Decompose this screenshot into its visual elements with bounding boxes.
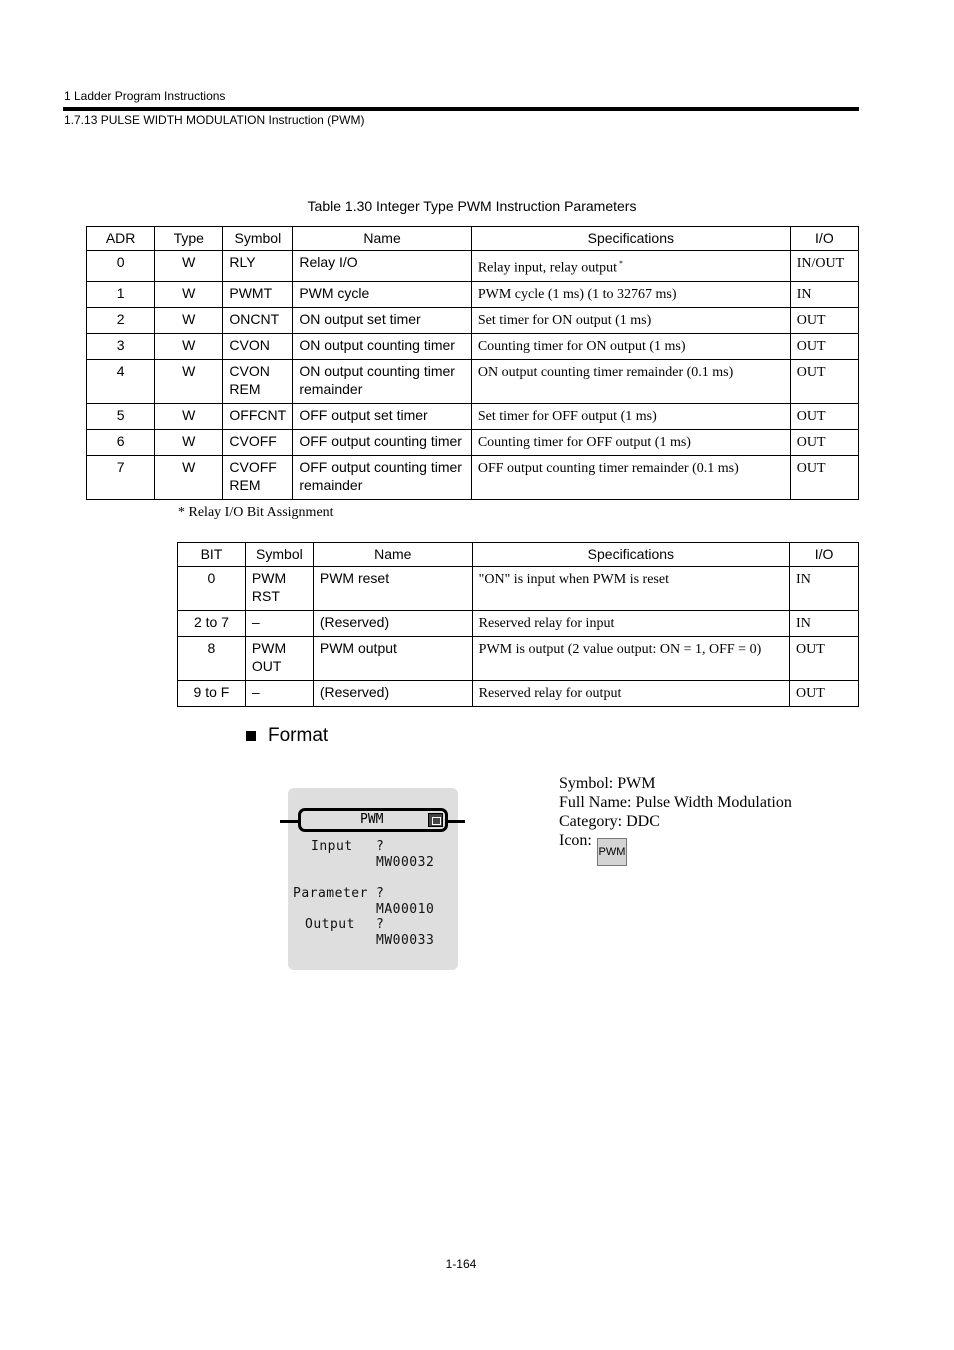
table-cell: [471, 333, 790, 359]
table-cell: [223, 359, 293, 403]
relay-bit-table: [177, 542, 859, 707]
table-cell: [155, 359, 223, 403]
table-cell: [223, 251, 293, 282]
cell-text: ON output set timer: [299, 310, 421, 327]
table-cell: [313, 681, 472, 707]
footnote-mark: *: [617, 259, 624, 268]
table-row: [87, 333, 859, 359]
cell-text: W: [182, 336, 196, 353]
table-row: [87, 403, 859, 429]
table-cell: [471, 251, 790, 282]
parameter-register[interactable]: MA00010: [376, 902, 435, 917]
cell-text: Relay input, relay output: [477, 260, 618, 276]
table-cell: [87, 281, 155, 307]
cell-text: REM: [229, 380, 261, 397]
cell-text: PWM output: [319, 640, 397, 656]
cell-text: (Reserved): [319, 684, 390, 700]
table-cell: [223, 333, 293, 359]
cell-text: OUT: [251, 658, 282, 674]
cell-text: PWM cycle: [299, 284, 370, 301]
col-header: Type: [155, 227, 223, 251]
table-row: [87, 429, 859, 455]
table-cell: [790, 567, 859, 611]
cell-text: OUT: [796, 364, 826, 380]
table-cell: [471, 403, 790, 429]
cell-text: 6: [116, 432, 125, 449]
cell-text: ONCNT: [229, 310, 280, 327]
cell-text: OFF output counting timer: [299, 432, 462, 449]
table-cell: [472, 637, 789, 681]
table-cell: [790, 333, 858, 359]
table-cell: [293, 403, 472, 429]
cell-text: W: [182, 458, 196, 475]
table-cell: [245, 611, 313, 637]
cell-text: CVON: [229, 336, 270, 353]
col-header: I/O: [790, 227, 858, 251]
table-row: [87, 359, 859, 403]
table-row: [178, 681, 859, 707]
cell-text: Relay I/O: [299, 254, 358, 270]
cell-text: Set timer for ON output (1 ms): [477, 312, 652, 328]
table-cell: [790, 359, 858, 403]
parameter-label: Parameter: [293, 886, 368, 901]
cell-text: –: [251, 684, 260, 700]
cell-text: OUT: [796, 434, 826, 450]
cell-text: 5: [116, 406, 125, 423]
info-category: Category: DDC: [559, 813, 660, 830]
table-cell: [87, 333, 155, 359]
cell-text: 0: [207, 570, 216, 586]
cell-text: PWM cycle (1 ms) (1 to 32767 ms): [477, 286, 677, 302]
table-cell: [790, 307, 858, 333]
cell-text: W: [182, 406, 196, 423]
col-header: I/O: [790, 543, 859, 567]
cell-text: PWM is output (2 value output: ON = 1, OFF = 0): [478, 642, 762, 657]
chapter-header: 1 Ladder Program Instructions: [64, 89, 226, 103]
section-header: 1.7.13 PULSE WIDTH MODULATION Instruction (PWM): [64, 113, 365, 127]
cell-text: OUT: [796, 312, 826, 328]
table-cell: [471, 429, 790, 455]
table-header-row: [87, 227, 859, 251]
table-row: [87, 307, 859, 333]
col-header: Symbol: [223, 227, 293, 251]
square-bullet-icon: [246, 731, 256, 741]
cell-text: PWM: [251, 570, 287, 586]
table-cell: [178, 567, 246, 611]
cell-text: OFF output set timer: [299, 406, 428, 423]
table-cell: [471, 281, 790, 307]
table-cell: [790, 611, 859, 637]
output-register[interactable]: MW00033: [376, 933, 435, 948]
cell-text: W: [182, 362, 196, 379]
table-cell: [471, 307, 790, 333]
table-cell: [293, 251, 472, 282]
cell-text: IN: [796, 572, 811, 587]
table-cell: [245, 567, 313, 611]
cell-text: W: [182, 310, 196, 327]
cell-text: OUT: [796, 338, 826, 354]
cell-text: RLY: [229, 254, 256, 270]
table-cell: [313, 637, 472, 681]
cell-text: 1: [116, 284, 125, 301]
table-cell: [87, 251, 155, 282]
table-cell: [472, 611, 789, 637]
table-cell: [790, 429, 858, 455]
table-cell: [87, 403, 155, 429]
table-row: [178, 611, 859, 637]
cell-text: OUT: [796, 686, 825, 701]
table-cell: [293, 455, 472, 499]
table-cell: [87, 359, 155, 403]
cell-text: CVON: [229, 362, 270, 379]
table-cell: [472, 681, 789, 707]
table-cell: [87, 455, 155, 499]
table-cell: [790, 637, 859, 681]
pwm-icon[interactable]: PWM: [597, 838, 627, 866]
table-cell: [178, 611, 246, 637]
cell-text: PWMT: [229, 284, 273, 301]
table-cell: [790, 251, 858, 282]
block-left-wire: [280, 820, 299, 823]
cell-text: W: [182, 432, 196, 449]
table-cell: [245, 681, 313, 707]
table-cell: [223, 281, 293, 307]
cell-text: OUT: [796, 642, 825, 657]
table-cell: [155, 333, 223, 359]
header-rule: [63, 107, 859, 111]
table-cell: [790, 455, 858, 499]
cell-text: IN/OUT: [796, 256, 845, 271]
table-cell: [293, 359, 472, 403]
cell-text: 2: [116, 310, 125, 327]
instruction-info: [559, 774, 792, 850]
cell-text: 2 to 7: [193, 614, 229, 630]
cell-text: 7: [116, 458, 125, 475]
cell-text: ON output counting timer remainder (0.1 ms): [477, 364, 734, 380]
cell-text: 9 to F: [193, 684, 230, 700]
parameter-placeholder: ?: [376, 886, 385, 901]
table-cell: [155, 281, 223, 307]
table-cell: [87, 429, 155, 455]
table-cell: [223, 403, 293, 429]
table-cell: [293, 281, 472, 307]
table-cell: [790, 281, 858, 307]
cell-text: PWM reset: [319, 570, 390, 586]
cell-text: ON output counting timer: [299, 336, 455, 353]
cell-text: CVOFF: [229, 432, 277, 449]
col-header: Specifications: [471, 227, 790, 251]
cell-text: (Reserved): [319, 614, 390, 630]
cell-text: W: [182, 254, 196, 270]
cell-text: W: [182, 284, 196, 301]
input-placeholder: ?: [376, 839, 385, 854]
table-cell: [245, 637, 313, 681]
cell-text: OFFCNT: [229, 406, 287, 423]
table-cell: [293, 333, 472, 359]
cell-text: Set timer for OFF output (1 ms): [477, 408, 657, 424]
table-cell: [471, 455, 790, 499]
cell-text: Reserved relay for output: [478, 686, 622, 701]
table-cell: [155, 429, 223, 455]
col-header: Name: [293, 227, 472, 251]
table-cell: [223, 307, 293, 333]
table-cell: [313, 611, 472, 637]
table-cell: [293, 429, 472, 455]
block-title: PWM: [360, 812, 384, 827]
table-cell: [155, 251, 223, 282]
parameters-table: [86, 226, 859, 500]
cell-text: Counting timer for ON output (1 ms): [477, 338, 686, 354]
table-cell: [790, 681, 859, 707]
table-cell: [223, 455, 293, 499]
table-cell: [87, 307, 155, 333]
table-row: [178, 567, 859, 611]
table-cell: [293, 307, 472, 333]
info-symbol: Symbol: PWM: [559, 775, 656, 792]
cell-text: REM: [229, 476, 261, 493]
table-cell: [178, 681, 246, 707]
block-right-wire: [447, 820, 465, 823]
output-label: Output: [305, 917, 355, 932]
table-cell: [313, 567, 472, 611]
table-cell: [471, 359, 790, 403]
format-heading: [246, 725, 328, 747]
table-row: [87, 281, 859, 307]
cell-text: –: [251, 614, 260, 630]
cell-text: 0: [116, 254, 125, 270]
format-title: Format: [268, 725, 329, 746]
table-cell: [155, 455, 223, 499]
table-cell: [155, 307, 223, 333]
cell-text: OFF output counting timer remainder: [299, 458, 462, 493]
cell-text: IN: [796, 286, 812, 302]
table-row: [178, 637, 859, 681]
table-row: [87, 455, 859, 499]
cell-text: 8: [207, 640, 216, 656]
info-icon-label: Icon:: [559, 832, 592, 849]
cell-text: OFF output counting timer remainder (0.1 ms): [477, 460, 739, 476]
input-label: Input: [311, 839, 353, 854]
cell-text: Reserved relay for input: [478, 616, 615, 631]
cell-text: IN: [796, 616, 811, 631]
footnote: * Relay I/O Bit Assignment: [178, 505, 334, 520]
col-header: ADR: [87, 227, 155, 251]
cell-text: 3: [116, 336, 125, 353]
table-cell: [155, 403, 223, 429]
cell-text: OUT: [796, 408, 826, 424]
cell-text: PWM: [251, 640, 287, 656]
cell-text: OUT: [796, 460, 826, 476]
input-register[interactable]: MW00032: [376, 855, 435, 870]
cell-text: 4: [116, 362, 125, 379]
block-window-icon: [428, 813, 443, 827]
col-header: BIT: [178, 543, 246, 567]
col-header: Name: [313, 543, 472, 567]
table-cell: [223, 429, 293, 455]
table-header-row: [178, 543, 859, 567]
cell-text: Counting timer for OFF output (1 ms): [477, 434, 691, 450]
table-row: [87, 251, 859, 282]
table-cell: [178, 637, 246, 681]
cell-text: CVOFF: [229, 458, 277, 475]
cell-text: ON output counting timer remainder: [299, 362, 455, 397]
page-number: 1-164: [445, 1257, 477, 1271]
col-header: Symbol: [245, 543, 313, 567]
cell-text: "ON" is input when PWM is reset: [478, 572, 669, 587]
table-cell: [790, 403, 858, 429]
output-placeholder: ?: [376, 917, 385, 932]
col-header: Specifications: [472, 543, 789, 567]
info-full-name: Full Name: Pulse Width Modulation: [559, 794, 792, 811]
table-cell: [472, 567, 789, 611]
cell-text: RST: [251, 588, 280, 604]
table-caption: Table 1.30 Integer Type PWM Instruction Parameters: [307, 198, 637, 214]
